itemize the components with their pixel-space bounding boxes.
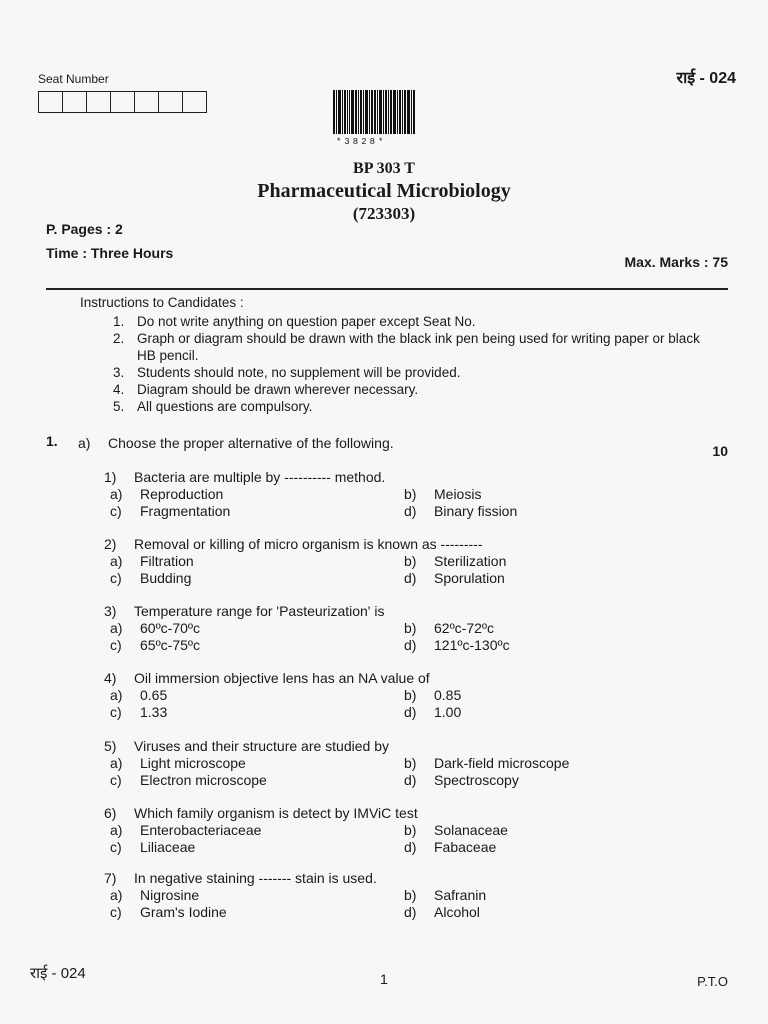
subject-number: (723303) [352, 204, 416, 223]
question-number: 1. [46, 433, 58, 449]
mcq-item: 1) Bacteria are multiple by ---------- method. a) Reproduction b) Meiosis c) Fragmentation d) Binary fission [104, 469, 518, 519]
subject-title: Pharmaceutical Microbiology [257, 180, 511, 202]
instructions-heading: Instructions to Candidates : [80, 295, 244, 310]
paper-code-top: राई - 024 [676, 70, 736, 87]
subject-code: BP 303 T [353, 160, 415, 177]
exam-time: Time : Three Hours [46, 245, 174, 261]
barcode-number: *3828* [336, 137, 387, 147]
instruction-item: 1. Do not write anything on question paper except Seat No. [113, 314, 476, 329]
mcq-item: 3) Temperature range for 'Pasteurization' is a) 60ºc-70ºc b) 62ºc-72ºc c) 65ºc-75ºc d) 121ºc-130ºc [104, 603, 510, 653]
seat-digit-box [39, 92, 63, 112]
header-divider [46, 288, 728, 290]
seat-digit-box [135, 92, 159, 112]
page-number: 1 [380, 971, 388, 987]
question-marks: 10 [712, 443, 728, 459]
seat-digit-box [159, 92, 183, 112]
seat-digit-box [111, 92, 135, 112]
mcq-item: 5) Viruses and their structure are studied by a) Light microscope b) Dark-field microscope c) Electron microscope d) Spectroscopy [104, 738, 570, 788]
max-marks: Max. Marks : 75 [624, 254, 728, 270]
seat-number-boxes [38, 91, 207, 113]
footer-paper-code: राई - 024 [30, 965, 86, 982]
mcq-item: 4) Oil immersion objective lens has an NA value of a) 0.65 b) 0.85 c) 1.33 d) 1.00 [104, 670, 462, 720]
instructions-list [113, 313, 717, 415]
question-text: Choose the proper alternative of the following. [108, 435, 394, 451]
mcq-item: 7) In negative staining ------- stain is used. a) Nigrosine b) Safranin c) Gram's Iodine d) Alcohol [104, 870, 487, 920]
seat-digit-box [183, 92, 206, 112]
pto-note: P.T.O [697, 974, 728, 989]
barcode [333, 90, 421, 134]
instruction-item: 5. All questions are compulsory. [113, 399, 313, 414]
seat-digit-box [87, 92, 111, 112]
mcq-item: 6) Which family organism is detect by IMViC test a) Enterobacteriaceae b) Solanaceae c) Liliaceae d) Fabaceae [104, 805, 508, 855]
seat-number-label: Seat Number [38, 72, 109, 86]
seat-digit-box [63, 92, 87, 112]
instruction-item: 4. Diagram should be drawn wherever necessary. [113, 382, 419, 397]
mcq-item: 2) Removal or killing of micro organism is known as --------- a) Filtration b) Sterilization c) Budding d) Sporulation [104, 536, 507, 586]
instruction-item: 3. Students should note, no supplement will be provided. [113, 365, 461, 380]
question-part: a) [78, 435, 91, 451]
instruction-item: 2. Graph or diagram should be drawn with the black ink pen being used for writing paper or black HB pencil. [113, 331, 700, 363]
page-count: P. Pages : 2 [46, 221, 123, 237]
